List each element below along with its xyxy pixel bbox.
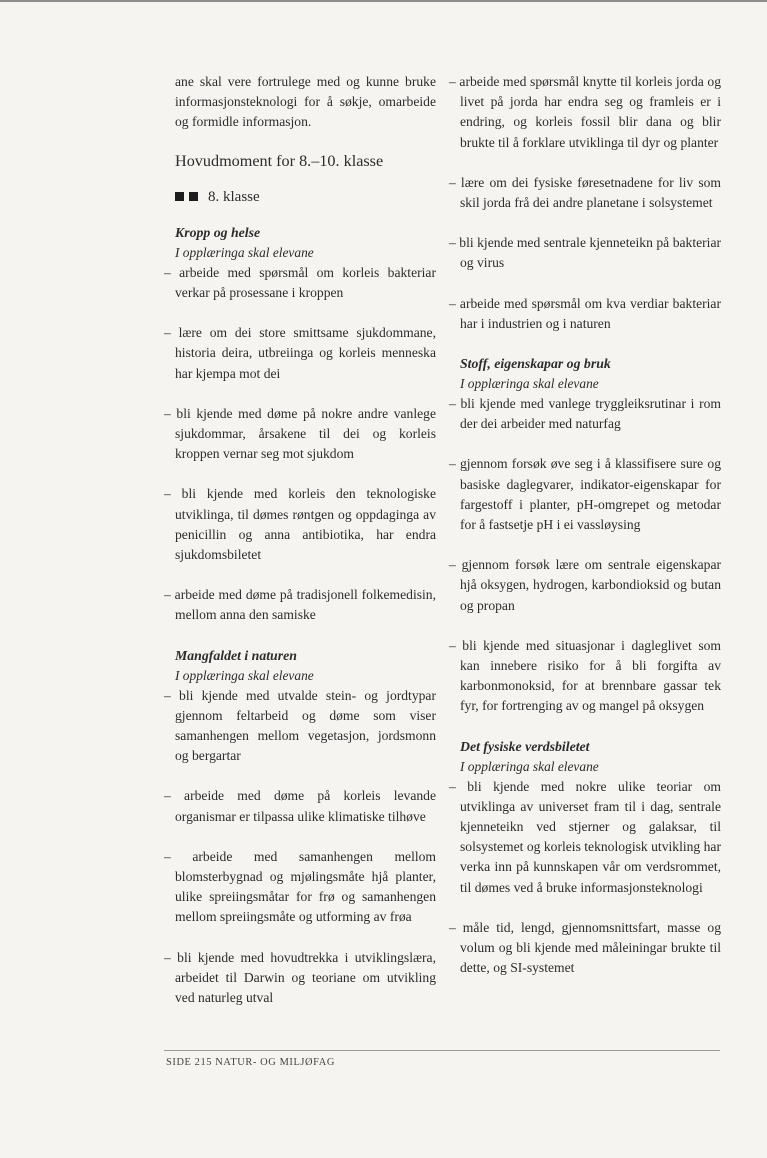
section-intro: I opplæringa skal elevane: [460, 758, 599, 774]
section-title-stoff-eigenskapar-og-bruk: Stoff, eigenskapar og bruk: [460, 356, 611, 372]
grade-label: 8. klasse: [208, 188, 260, 205]
list-item: – bli kjende med utvalde stein- og jordtypar gjennom feltarbeid og døme som viser samanhengen mellom vegetasjon, jordsmonn og bergartar: [164, 687, 436, 764]
list-item: – arbeide med døme på tradisjonell folkemedisin, mellom anna den samiske: [164, 587, 436, 623]
right-column: [449, 72, 721, 979]
square-bullet-icon: [175, 192, 184, 201]
list-item: – bli kjende med vanlege tryggleiksrutinar i rom der dei arbeider med naturfag: [449, 396, 721, 432]
top-border-line: [0, 0, 767, 2]
list-item: – bli kjende med nokre ulike teoriar om utviklinga av universet fram til i dag, sentrale kjenneteikn ved stjerner og galaksar, til solsystemet og korleis teknologisk utvikling har verka inn på kunnskapen vår om verdsrommet, til dømes ved å bruke informasjonsteknologi: [449, 778, 721, 895]
section-title-kropp-og-helse: Kropp og helse: [175, 224, 261, 240]
page-footer: SIDE 215 NATUR- OG MILJØFAG: [166, 1057, 335, 1068]
section-title-det-fysiske-verdsbiletet: Det fysiske verdsbiletet: [460, 738, 590, 754]
list-item: – bli kjende med sentrale kjenneteikn på bakteriar og virus: [449, 235, 721, 271]
list-item: – arbeide med spørsmål knytte til korleis jorda og livet på jorda har endra seg og framleis er i endring, og korleis fossil blir dana og blir brukte til å forklare utviklinga til dyr og planter: [449, 74, 721, 150]
list-item: – bli kjende med situasjonar i dagleglivet som kan innebere risiko for å bli forgifta av karbonmonoksid, for at brennbare gassar tek fyr, for fortrenging av og mangel på oksygen: [449, 637, 721, 714]
grade-heading: [175, 187, 436, 207]
footer-divider: [164, 1050, 720, 1051]
list-item: – arbeide med samanhengen mellom blomsterbygnad og mjølingsmåte hjå planter, ulike spreiingsmåtar for frø og samanhengen mellom spreiingsmåte og utforming av frøa: [164, 848, 436, 925]
list-item: – lære om dei store smittsame sjukdommane, historia deira, utbreiinga og korleis menneska har kjempa mot dei: [164, 325, 436, 381]
section-intro: I opplæringa skal elevane: [175, 667, 314, 683]
list-item: – bli kjende med hovudtrekka i utviklingslæra, arbeidet til Darwin og teoriane om utvikling ved naturleg utval: [164, 949, 436, 1006]
list-item: – arbeide med døme på korleis levande organismar er tilpassa ulike klimatiske tilhøve: [164, 788, 436, 824]
section-title-mangfaldet-i-naturen: Mangfaldet i naturen: [175, 647, 297, 663]
square-bullet-icon: [189, 192, 198, 201]
left-column: [164, 72, 436, 1008]
list-item: – gjennom forsøk lære om sentrale eigenskapar hjå oksygen, hydrogen, karbondioksid og butan og propan: [449, 557, 721, 613]
list-item: – arbeide med spørsmål om kva verdiar bakteriar har i industrien og i naturen: [449, 295, 721, 331]
list-item: – bli kjende med korleis den teknologiske utviklinga, til dømes røntgen og oppdaginga av penicillin og anna antibiotika, har endra sjukdomsbiletet: [164, 486, 436, 563]
list-item: – gjennom forsøk øve seg i å klassifisere sure og basiske daglegvarer, indikator-eigenskapar for fargestoff i planter, pH-omgrepet og metodar for å fastsetje pH i ei vassløysing: [449, 456, 721, 533]
section-intro: I opplæringa skal elevane: [460, 376, 599, 392]
list-item: – måle tid, lengd, gjennomsnittsfart, masse og volum og bli kjende med måleiningar brukte til dette, og SI-systemet: [449, 919, 721, 976]
section-intro: I opplæringa skal elevane: [175, 244, 314, 260]
list-item: – arbeide med spørsmål om korleis bakteriar verkar på prosessane i kroppen: [164, 264, 436, 301]
main-heading: Hovudmoment for 8.–10. klasse: [175, 151, 384, 170]
list-item: – lære om dei fysiske føresetnadene for liv som skil jorda frå dei andre planetane i solsystemet: [449, 174, 721, 211]
continued-paragraph: ane skal vere fortrulege med og kunne bruke informasjonsteknologi for å søkje, omarbeide og formidle informasjon.: [175, 74, 436, 130]
list-item: – bli kjende med døme på nokre andre vanlege sjukdommar, årsakene til dei og korleis kroppen vernar seg mot sjukdom: [164, 405, 436, 462]
